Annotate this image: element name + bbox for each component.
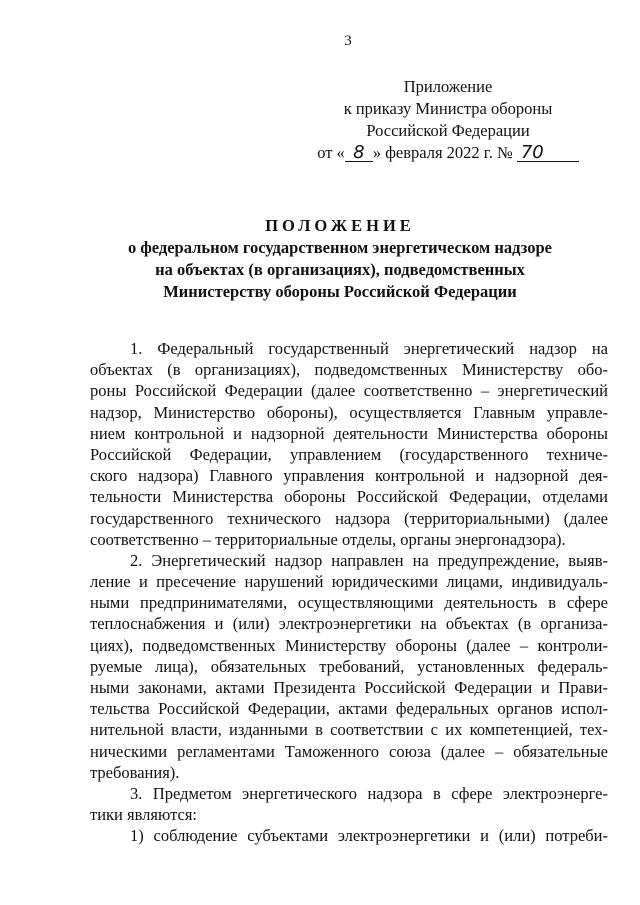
appendix-date-line	[298, 142, 598, 164]
title-line-1: о федеральном государственном энергетическом надзоре	[127, 238, 552, 257]
body-line: объектах (в организациях), подведомственных Министерству обо-	[90, 360, 608, 380]
body-line: Российской Федерации, управлением (государственного техниче-	[90, 444, 608, 464]
body-line: 1. Федеральный государственный энергетический надзор на	[130, 339, 608, 358]
date-suffix: » февраля 2022 г. №	[372, 143, 513, 162]
body-line: ского надзора) Главного управления контрольной и надзорной дея-	[90, 466, 608, 486]
page-number: 3	[344, 33, 352, 49]
body-line: ными предпринимателями, осуществляющими деятельность в сфере	[90, 593, 608, 613]
body-line: тельства Российской Федерации, актами федеральных органов испол-	[90, 699, 608, 719]
body-line: надзор, Министерство обороны), осуществляется Главным управле-	[90, 402, 608, 422]
body-line: ными законами, актами Президента Российской Федерации и Прави-	[90, 678, 608, 697]
handwritten-day: 8	[345, 144, 373, 162]
date-prefix: от «	[317, 143, 345, 162]
title-line-3: Министерству обороны Российской Федерации	[163, 282, 517, 301]
appendix-label: Приложение	[403, 77, 493, 96]
body-line: теплоснабжения и (или) электроэнергетики на объектах (в организа-	[90, 614, 608, 634]
body-line: тики являются:	[90, 805, 198, 825]
body-line: 2. Энергетический надзор направлен на предупреждение, выяв-	[130, 550, 608, 570]
body-line: нием контрольной и надзорной деятельности Министерства обороны	[90, 423, 608, 443]
body-line: соответственно – территориальные отделы, органы энергонадзора).	[90, 529, 566, 549]
body-line: роны Российской Федерации (далее соответственно – энергетический	[90, 381, 608, 401]
body-line: нительной власти, изданными в соответствии с их компетенцией, тех-	[90, 720, 608, 740]
body-line: циях), подведомственных Министерству обороны (далее – контроли-	[90, 635, 608, 655]
body-text	[90, 338, 608, 847]
title-line-2: на объектах (в организациях), подведомственных	[155, 260, 525, 279]
body-line: ническими регламентами Таможенного союза (далее – обязательные	[90, 741, 608, 761]
body-line: требования).	[90, 762, 180, 782]
body-line: тельности Министерства обороны Российской Федерации, отделами	[90, 487, 608, 507]
appendix-country: Российской Федерации	[366, 121, 530, 140]
title-heading: ПОЛОЖЕНИЕ	[265, 216, 415, 235]
body-line: государственного технического надзора (территориальными) (далее	[90, 508, 608, 528]
body-line: руемые лица), обязательных требований, установленных федераль-	[90, 656, 608, 676]
body-line: 3. Предметом энергетического надзора в сфере электроэнерге-	[130, 783, 608, 803]
handwritten-order-number: 70	[517, 144, 579, 162]
body-line: ление и пресечение нарушений юридическими лицами, индивидуаль-	[90, 572, 608, 592]
appendix-block	[298, 76, 598, 164]
appendix-order-ref: к приказу Министра обороны	[343, 99, 553, 118]
body-line: 1) соблюдение субъектами электроэнергетики и (или) потреби-	[130, 826, 608, 846]
document-title	[80, 215, 600, 303]
